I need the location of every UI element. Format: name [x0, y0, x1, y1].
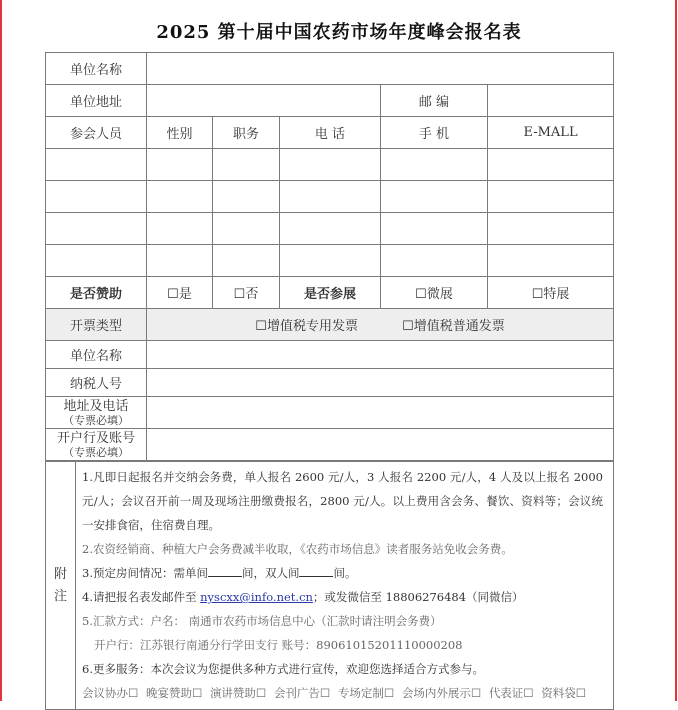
- page-border-left: [0, 0, 2, 701]
- attendee-gender-field[interactable]: [147, 181, 213, 213]
- unit-name-label: 单位名称: [46, 53, 147, 85]
- sponsor-exhibit-row: [46, 277, 614, 309]
- attendee-position-field[interactable]: [213, 181, 280, 213]
- invoice-unit-name-label: 单位名称: [46, 341, 147, 369]
- attendee-email-field[interactable]: [488, 213, 614, 245]
- note-item-3: [82, 561, 603, 585]
- notes-row: [46, 462, 614, 710]
- phone-header: 电 话: [280, 117, 381, 149]
- position-header: 职务: [213, 117, 280, 149]
- note-item-6: 6.更多服务：本次会议为您提供多种方式进行宣传，欢迎您选择适合方式参与。: [82, 662, 484, 676]
- sponsor-label: 是否赞助: [46, 277, 147, 309]
- email-header: E-MALL: [488, 117, 614, 149]
- service-checkbox[interactable]: 会议协办☐: [82, 686, 139, 700]
- attendee-mobile-field[interactable]: [381, 213, 488, 245]
- single-room-blank[interactable]: [208, 564, 242, 577]
- attendee-phone-field[interactable]: [280, 245, 381, 277]
- notes-label: [46, 462, 76, 710]
- attendee-header-row: [46, 117, 614, 149]
- attendee-name-field[interactable]: [46, 149, 147, 181]
- note-item-5-line-1: 5.汇款方式：户名： 南通市农药市场信息中心（汇款时请注明会务费）: [82, 614, 442, 628]
- attendee-gender-field[interactable]: [147, 245, 213, 277]
- bank-account-label: [46, 429, 147, 461]
- postcode-label: 邮 编: [381, 85, 488, 117]
- bank-account-row: [46, 429, 614, 461]
- unit-address-label: 单位地址: [46, 85, 147, 117]
- service-checkbox[interactable]: 演讲赞助☐: [209, 686, 267, 700]
- tax-id-row: [46, 369, 614, 397]
- attendee-phone-field[interactable]: [280, 149, 381, 181]
- attendee-email-field[interactable]: [488, 245, 614, 277]
- address-phone-label-text: 地址及电话: [63, 398, 129, 414]
- services-options: [82, 681, 603, 705]
- exhibit-micro-checkbox[interactable]: ☐微展: [381, 277, 488, 309]
- unit-name-field[interactable]: [147, 53, 614, 85]
- exhibit-label: 是否参展: [280, 277, 381, 309]
- address-phone-row: [46, 397, 614, 429]
- invoice-special-checkbox[interactable]: ☐增值税专用发票: [255, 319, 358, 334]
- attendee-row: [46, 213, 614, 245]
- unit-address-field[interactable]: [147, 85, 381, 117]
- attendee-position-field[interactable]: [213, 245, 280, 277]
- note-item-2: 2.农资经销商、种植大户会务费减半收取，《农药市场信息》读者服务站免收会务费。: [82, 542, 513, 556]
- form-title: 2025 第十届中国农药市场年度峰会报名表: [156, 22, 522, 43]
- note-item-3-b: 间，双人间: [241, 566, 300, 580]
- attendee-row: [46, 181, 614, 213]
- note-item-3-c: 间。: [333, 566, 357, 580]
- email-link[interactable]: nyscxx@info.net.cn: [200, 590, 313, 604]
- tax-id-field[interactable]: [147, 369, 614, 397]
- attendee-gender-field[interactable]: [147, 149, 213, 181]
- attendee-email-field[interactable]: [488, 149, 614, 181]
- address-phone-field[interactable]: [147, 397, 614, 429]
- double-room-blank[interactable]: [299, 564, 333, 577]
- address-phone-label: [46, 397, 147, 429]
- invoice-type-options: [147, 309, 614, 341]
- note-item-4: [82, 585, 603, 609]
- invoice-unit-name-field[interactable]: [147, 341, 614, 369]
- sponsor-yes-checkbox[interactable]: ☐是: [147, 277, 213, 309]
- attendee-mobile-field[interactable]: [381, 245, 488, 277]
- attendee-header: 参会人员: [46, 117, 147, 149]
- service-checkbox[interactable]: 会刊广告☐: [273, 686, 331, 700]
- notes-label-char-2: 注: [53, 588, 67, 604]
- bank-account-label-text: 开户行及账号: [56, 430, 135, 446]
- attendee-gender-field[interactable]: [147, 213, 213, 245]
- notes-label-char-1: 附: [53, 566, 67, 582]
- service-checkbox[interactable]: 资料袋☐: [541, 686, 587, 700]
- attendee-email-field[interactable]: [488, 181, 614, 213]
- note-item-1: 1.凡即日起报名并交纳会务费，单人报名 2600 元/人，3 人报名 2200 元/人，4 人及以上报名 2000 元/人；会议召开前一周及现场注册缴费报名，2800 元/人。以上费用含会务、餐饮、资料等；会议统一安排食宿，住宿费自理。: [82, 470, 603, 532]
- page-border-right: [675, 0, 677, 701]
- gender-header: 性别: [147, 117, 213, 149]
- attendee-phone-field[interactable]: [280, 213, 381, 245]
- note-item-4-a: 4.请把报名表发邮件至: [82, 590, 201, 604]
- note-item-5-line-2: 开户行：江苏银行南通分行学田支行 账号：89061015201110000208: [94, 638, 463, 652]
- tax-id-label: 纳税人号: [46, 369, 147, 397]
- service-checkbox[interactable]: 专场定制☐: [337, 686, 395, 700]
- exhibit-special-checkbox[interactable]: ☐特展: [488, 277, 614, 309]
- service-checkbox[interactable]: 晚宴赞助☐: [145, 686, 203, 700]
- sponsor-no-checkbox[interactable]: ☐否: [213, 277, 280, 309]
- attendee-position-field[interactable]: [213, 149, 280, 181]
- attendee-row: [46, 149, 614, 181]
- unit-name-row: [46, 53, 614, 85]
- attendee-position-field[interactable]: [213, 213, 280, 245]
- notes-table: [45, 461, 614, 710]
- required-note: （专票必填）: [63, 445, 129, 459]
- attendee-phone-field[interactable]: [280, 181, 381, 213]
- bank-account-field[interactable]: [147, 429, 614, 461]
- invoice-type-row: [46, 309, 614, 341]
- attendee-name-field[interactable]: [46, 213, 147, 245]
- invoice-unit-name-row: [46, 341, 614, 369]
- invoice-normal-checkbox[interactable]: ☐增值税普通发票: [402, 319, 505, 334]
- attendee-mobile-field[interactable]: [381, 181, 488, 213]
- note-item-4-b: ；或发微信至 18806276484（同微信）: [312, 590, 524, 604]
- unit-address-row: [46, 85, 614, 117]
- mobile-header: 手 机: [381, 117, 488, 149]
- attendee-name-field[interactable]: [46, 181, 147, 213]
- service-checkbox[interactable]: 会场内外展示☐: [401, 686, 482, 700]
- notes-content: [76, 462, 614, 710]
- required-note: （专票必填）: [63, 413, 129, 427]
- invoice-type-label: 开票类型: [46, 309, 147, 341]
- attendee-mobile-field[interactable]: [381, 149, 488, 181]
- postcode-field[interactable]: [488, 85, 614, 117]
- registration-form-table: [45, 52, 614, 461]
- attendee-name-field[interactable]: [46, 245, 147, 277]
- attendee-row: [46, 245, 614, 277]
- note-item-3-a: 3.预定房间情况：需单间: [82, 566, 208, 580]
- service-checkbox[interactable]: 代表证☐: [488, 686, 534, 700]
